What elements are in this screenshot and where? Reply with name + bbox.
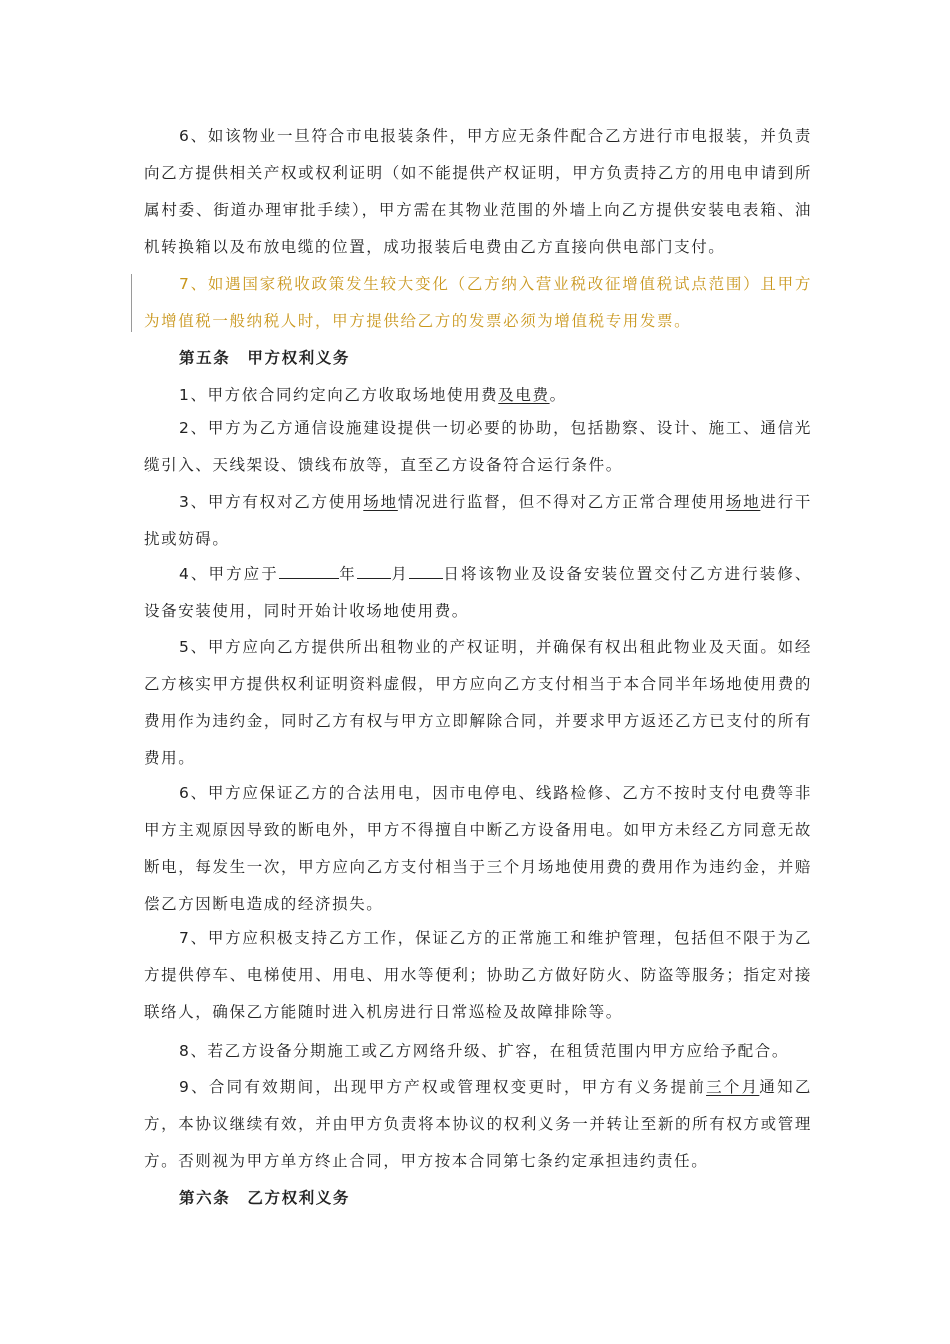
clause4-item6: 6、如该物业一旦符合市电报装条件，甲方应无条件配合乙方进行市电报装，并负责向乙方提供相关产权或权利证明（如不能提供产权证明，甲方负责持乙方的用电申请到所属村委、街道办理审批手续），甲方需在其物业范围的外墙上向乙方提供安装电表箱、油机转换箱以及布放电缆的位置，成功报装后电费由乙方直接向供电部门支付。 <box>144 127 812 256</box>
clause5-item3-underlined-2: 场地 <box>725 493 761 511</box>
clause5-item1-text: 1、甲方依合同约定向乙方收取场地使用费 <box>179 386 499 404</box>
clause5-item4-text-b: 日将该物业及设备安装位置交付乙方进行装修、设备安装使用，同时开始计收场地使用费。 <box>144 565 812 620</box>
clause5-item7: 7、甲方应积极支持乙方工作，保证乙方的正常施工和维护管理，包括但不限于为乙方提供停车、电梯使用、用电、用水等便利；协助乙方做好防火、防盗等服务；指定对接联络人，确保乙方能随时进入机房进行日常巡检及故障排除等。 <box>144 929 812 1021</box>
clause5-item1 <box>144 377 812 414</box>
clause5-item1-end: 。 <box>549 386 567 404</box>
clause5-item3-text-b: 情况进行监督，但不得对乙方正常合理使用 <box>397 493 726 511</box>
revision-change-bar <box>131 274 132 332</box>
clause4-item7-tracked-change: 7、如遇国家税收政策发生较大变化（乙方纳入营业税改征增值税试点范围）且甲方为增值税一般纳税人时，甲方提供给乙方的发票必须为增值税专用发票。 <box>144 275 812 330</box>
clause5-item3-text-a: 3、甲方有权对乙方使用 <box>179 493 364 511</box>
clause5-item9 <box>144 1069 812 1180</box>
clause6-heading: 第六条 乙方权利义务 <box>179 1189 351 1207</box>
clause5-item9-text-b: 通知乙方，本协议继续有效，并由甲方负责将本协议的权利义务一并转让至新的所有权方或管理方。否则视为甲方单方终止合同，甲方按本合同第七条约定承担违约责任。 <box>144 1078 812 1170</box>
month-label: 月 <box>390 565 409 583</box>
clause5-item1-underlined: 及电费 <box>498 386 550 404</box>
month-blank <box>357 562 391 579</box>
day-blank <box>409 562 443 579</box>
clause5-item3-text-c: 进行干扰或妨碍。 <box>144 493 813 548</box>
clause5-item5: 5、甲方应向乙方提供所出租物业的产权证明，并确保有权出租此物业及天面。如经乙方核实甲方提供权利证明资料虚假，甲方应向乙方支付相当于本合同半年场地使用费的费用作为违约金，同时乙方有权与甲方立即解除合同，并要求甲方返还乙方已支付的所有费用。 <box>144 638 812 767</box>
year-label: 年 <box>338 565 357 583</box>
clause5-item8: 8、若乙方设备分期施工或乙方网络升级、扩容，在租赁范围内甲方应给予配合。 <box>179 1042 789 1060</box>
clause5-item3-underlined-1: 场地 <box>363 493 398 511</box>
clause5-item3 <box>144 484 812 558</box>
year-blank <box>279 562 339 579</box>
clause5-item9-text-a: 9、合同有效期间，出现甲方产权或管理权变更时，甲方有义务提前 <box>179 1078 707 1096</box>
clause5-item9-underlined: 三个月 <box>706 1078 760 1096</box>
clause5-item4-text-a: 4、甲方应于 <box>179 565 279 583</box>
clause5-heading: 第五条 甲方权利义务 <box>179 349 351 367</box>
clause5-item2: 2、甲方为乙方通信设施建设提供一切必要的协助，包括勘察、设计、施工、通信光缆引入、天线架设、馈线布放等，直至乙方设备符合运行条件。 <box>144 419 812 474</box>
clause5-item4 <box>144 556 812 630</box>
clause5-item6: 6、甲方应保证乙方的合法用电，因市电停电、线路检修、乙方不按时支付电费等非甲方主观原因导致的断电外，甲方不得擅自中断乙方设备用电。如甲方未经乙方同意无故断电，每发生一次，甲方应向乙方支付相当于三个月场地使用费的费用作为违约金，并赔偿乙方因断电造成的经济损失。 <box>144 784 812 913</box>
